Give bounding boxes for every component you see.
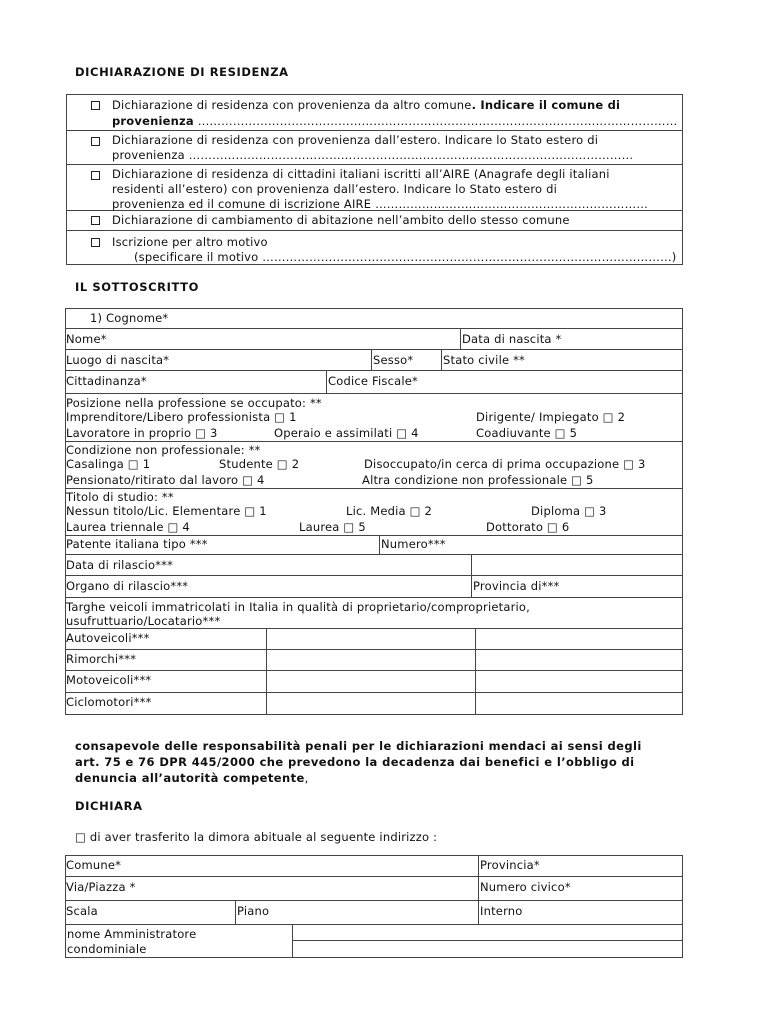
consapevole-line2: art. 75 e 76 DPR 445/2000 che prevedono la decadenza dai benefici e l’obbligo di (75, 755, 635, 769)
professione-heading: Posizione nella professione se occupato: ** (66, 396, 322, 410)
professione-opt-2[interactable]: Dirigente/ Impiegato □ 2 (476, 410, 626, 424)
page-title: DICHIARAZIONE DI RESIDENZA (75, 65, 289, 79)
titolo-opt-2[interactable]: Lic. Media □ 2 (346, 504, 433, 518)
non-prof-opt-4[interactable]: Pensionato/ritirato dal lavoro □ 4 (66, 473, 265, 487)
option-altro-comune-line2: provenienza …………………………………………………………………………………………………………… (112, 114, 678, 128)
targhe-heading: Targhe veicoli immatricolati in Italia in qualità di proprietario/comproprietario, (66, 600, 530, 614)
data-nascita-field[interactable]: Data di nascita * (462, 332, 562, 346)
titolo-opt-5[interactable]: Laurea □ 5 (299, 520, 366, 534)
professione-opt-3[interactable]: Lavoratore in proprio □ 3 (66, 426, 218, 440)
amministratore-label: nome Amministratore (67, 927, 197, 941)
trasferito-option[interactable]: □ di aver trasferito la dimora abituale al seguente indirizzo : (75, 830, 438, 844)
option-estero-label: Dichiarazione di residenza con provenienza dall’estero. Indicare lo Stato estero di (112, 133, 599, 147)
option-cambio-abitazione-label: Dichiarazione di cambiamento di abitazione nell’ambito dello stesso comune (112, 213, 570, 227)
option-aire-label: Dichiarazione di residenza di cittadini italiani iscritti all’AIRE (Anagrafe degli italiani (112, 167, 610, 181)
titolo-studio-heading: Titolo di studio: ** (66, 490, 174, 504)
consapevole-line1: consapevole delle responsabilità penali per le dichiarazioni mendaci ai sensi degli (75, 739, 642, 753)
numero-patente-field[interactable]: Numero*** (381, 537, 446, 551)
comune-field[interactable]: Comune* (66, 858, 122, 872)
amministratore-label-line2: condominiale (67, 942, 147, 956)
non-prof-opt-5[interactable]: Altra condizione non professionale □ 5 (362, 473, 594, 487)
data-rilascio-field[interactable]: Data di rilascio*** (66, 558, 174, 572)
codice-fiscale-field[interactable]: Codice Fiscale* (328, 374, 418, 388)
provincia-field[interactable]: Provincia* (480, 858, 540, 872)
option-aire-checkbox[interactable] (91, 171, 100, 180)
option-cambio-abitazione-checkbox[interactable] (91, 216, 100, 225)
targhe-heading-line2: usufruttuario/Locatario*** (66, 614, 221, 628)
ciclomotori-row[interactable]: Ciclomotori*** (66, 695, 152, 709)
professione-opt-4[interactable]: Operaio e assimilati □ 4 (274, 426, 419, 440)
dichiara-heading: DICHIARA (75, 799, 143, 813)
titolo-opt-1[interactable]: Nessun titolo/Lic. Elementare □ 1 (66, 504, 267, 518)
via-piazza-field[interactable]: Via/Piazza * (66, 880, 136, 894)
option-estero-line2: provenienza …………………………………………………………………………………………………… (112, 148, 634, 162)
non-professionale-heading: Condizione non professionale: ** (66, 443, 261, 457)
numero-civico-field[interactable]: Numero civico* (480, 880, 571, 894)
titolo-opt-6[interactable]: Dottorato □ 6 (486, 520, 570, 534)
nome-field[interactable]: Nome* (66, 332, 107, 346)
patente-field[interactable]: Patente italiana tipo *** (66, 537, 208, 551)
non-prof-opt-2[interactable]: Studente □ 2 (219, 457, 300, 471)
option-altro-motivo-checkbox[interactable] (91, 238, 100, 247)
option-altro-comune-checkbox[interactable] (91, 101, 100, 110)
titolo-opt-4[interactable]: Laurea triennale □ 4 (66, 520, 190, 534)
non-prof-opt-1[interactable]: Casalinga □ 1 (66, 457, 151, 471)
piano-field[interactable]: Piano (237, 904, 270, 918)
option-aire-line3: provenienza ed il comune di iscrizione AIRE ………………….………………………………………… (112, 197, 649, 211)
cittadinanza-field[interactable]: Cittadinanza* (66, 374, 147, 388)
option-aire-line2: residenti all’estero) con provenienza dall’estero. Indicare lo Stato estero di (112, 182, 558, 196)
luogo-nascita-field[interactable]: Luogo di nascita* (66, 353, 170, 367)
titolo-opt-3[interactable]: Diploma □ 3 (531, 504, 607, 518)
professione-opt-5[interactable]: Coadiuvante □ 5 (476, 426, 578, 440)
organo-rilascio-field[interactable]: Organo di rilascio*** (66, 579, 189, 593)
motoveicoli-row[interactable]: Motoveicoli*** (66, 673, 152, 687)
sesso-field[interactable]: Sesso* (373, 353, 414, 367)
cognome-field[interactable]: 1) Cognome* (90, 311, 169, 325)
interno-field[interactable]: Interno (480, 904, 523, 918)
provincia-rilascio-field[interactable]: Provincia di*** (473, 579, 560, 593)
option-estero-checkbox[interactable] (91, 137, 100, 146)
rimorchi-row[interactable]: Rimorchi*** (66, 652, 137, 666)
option-altro-motivo-label: Iscrizione per altro motivo (112, 235, 268, 249)
scala-field[interactable]: Scala (66, 904, 98, 918)
professione-opt-1[interactable]: Imprenditore/Libero professionista □ 1 (66, 410, 297, 424)
option-altro-motivo-line2: (specificare il motivo ……………………………………………………………………………………………) (134, 250, 677, 264)
consapevole-line3: denuncia all’autorità competente, (75, 771, 309, 785)
non-prof-opt-3[interactable]: Disoccupato/in cerca di prima occupazione □ 3 (364, 457, 646, 471)
autoveicoli-row[interactable]: Autoveicoli*** (66, 631, 150, 645)
stato-civile-field[interactable]: Stato civile ** (443, 353, 526, 367)
option-altro-comune-label: Dichiarazione di residenza con provenienza da altro comune. Indicare il comune di (112, 98, 621, 112)
address-table (65, 855, 683, 925)
section-sottoscritto: IL SOTTOSCRITTO (75, 280, 199, 294)
